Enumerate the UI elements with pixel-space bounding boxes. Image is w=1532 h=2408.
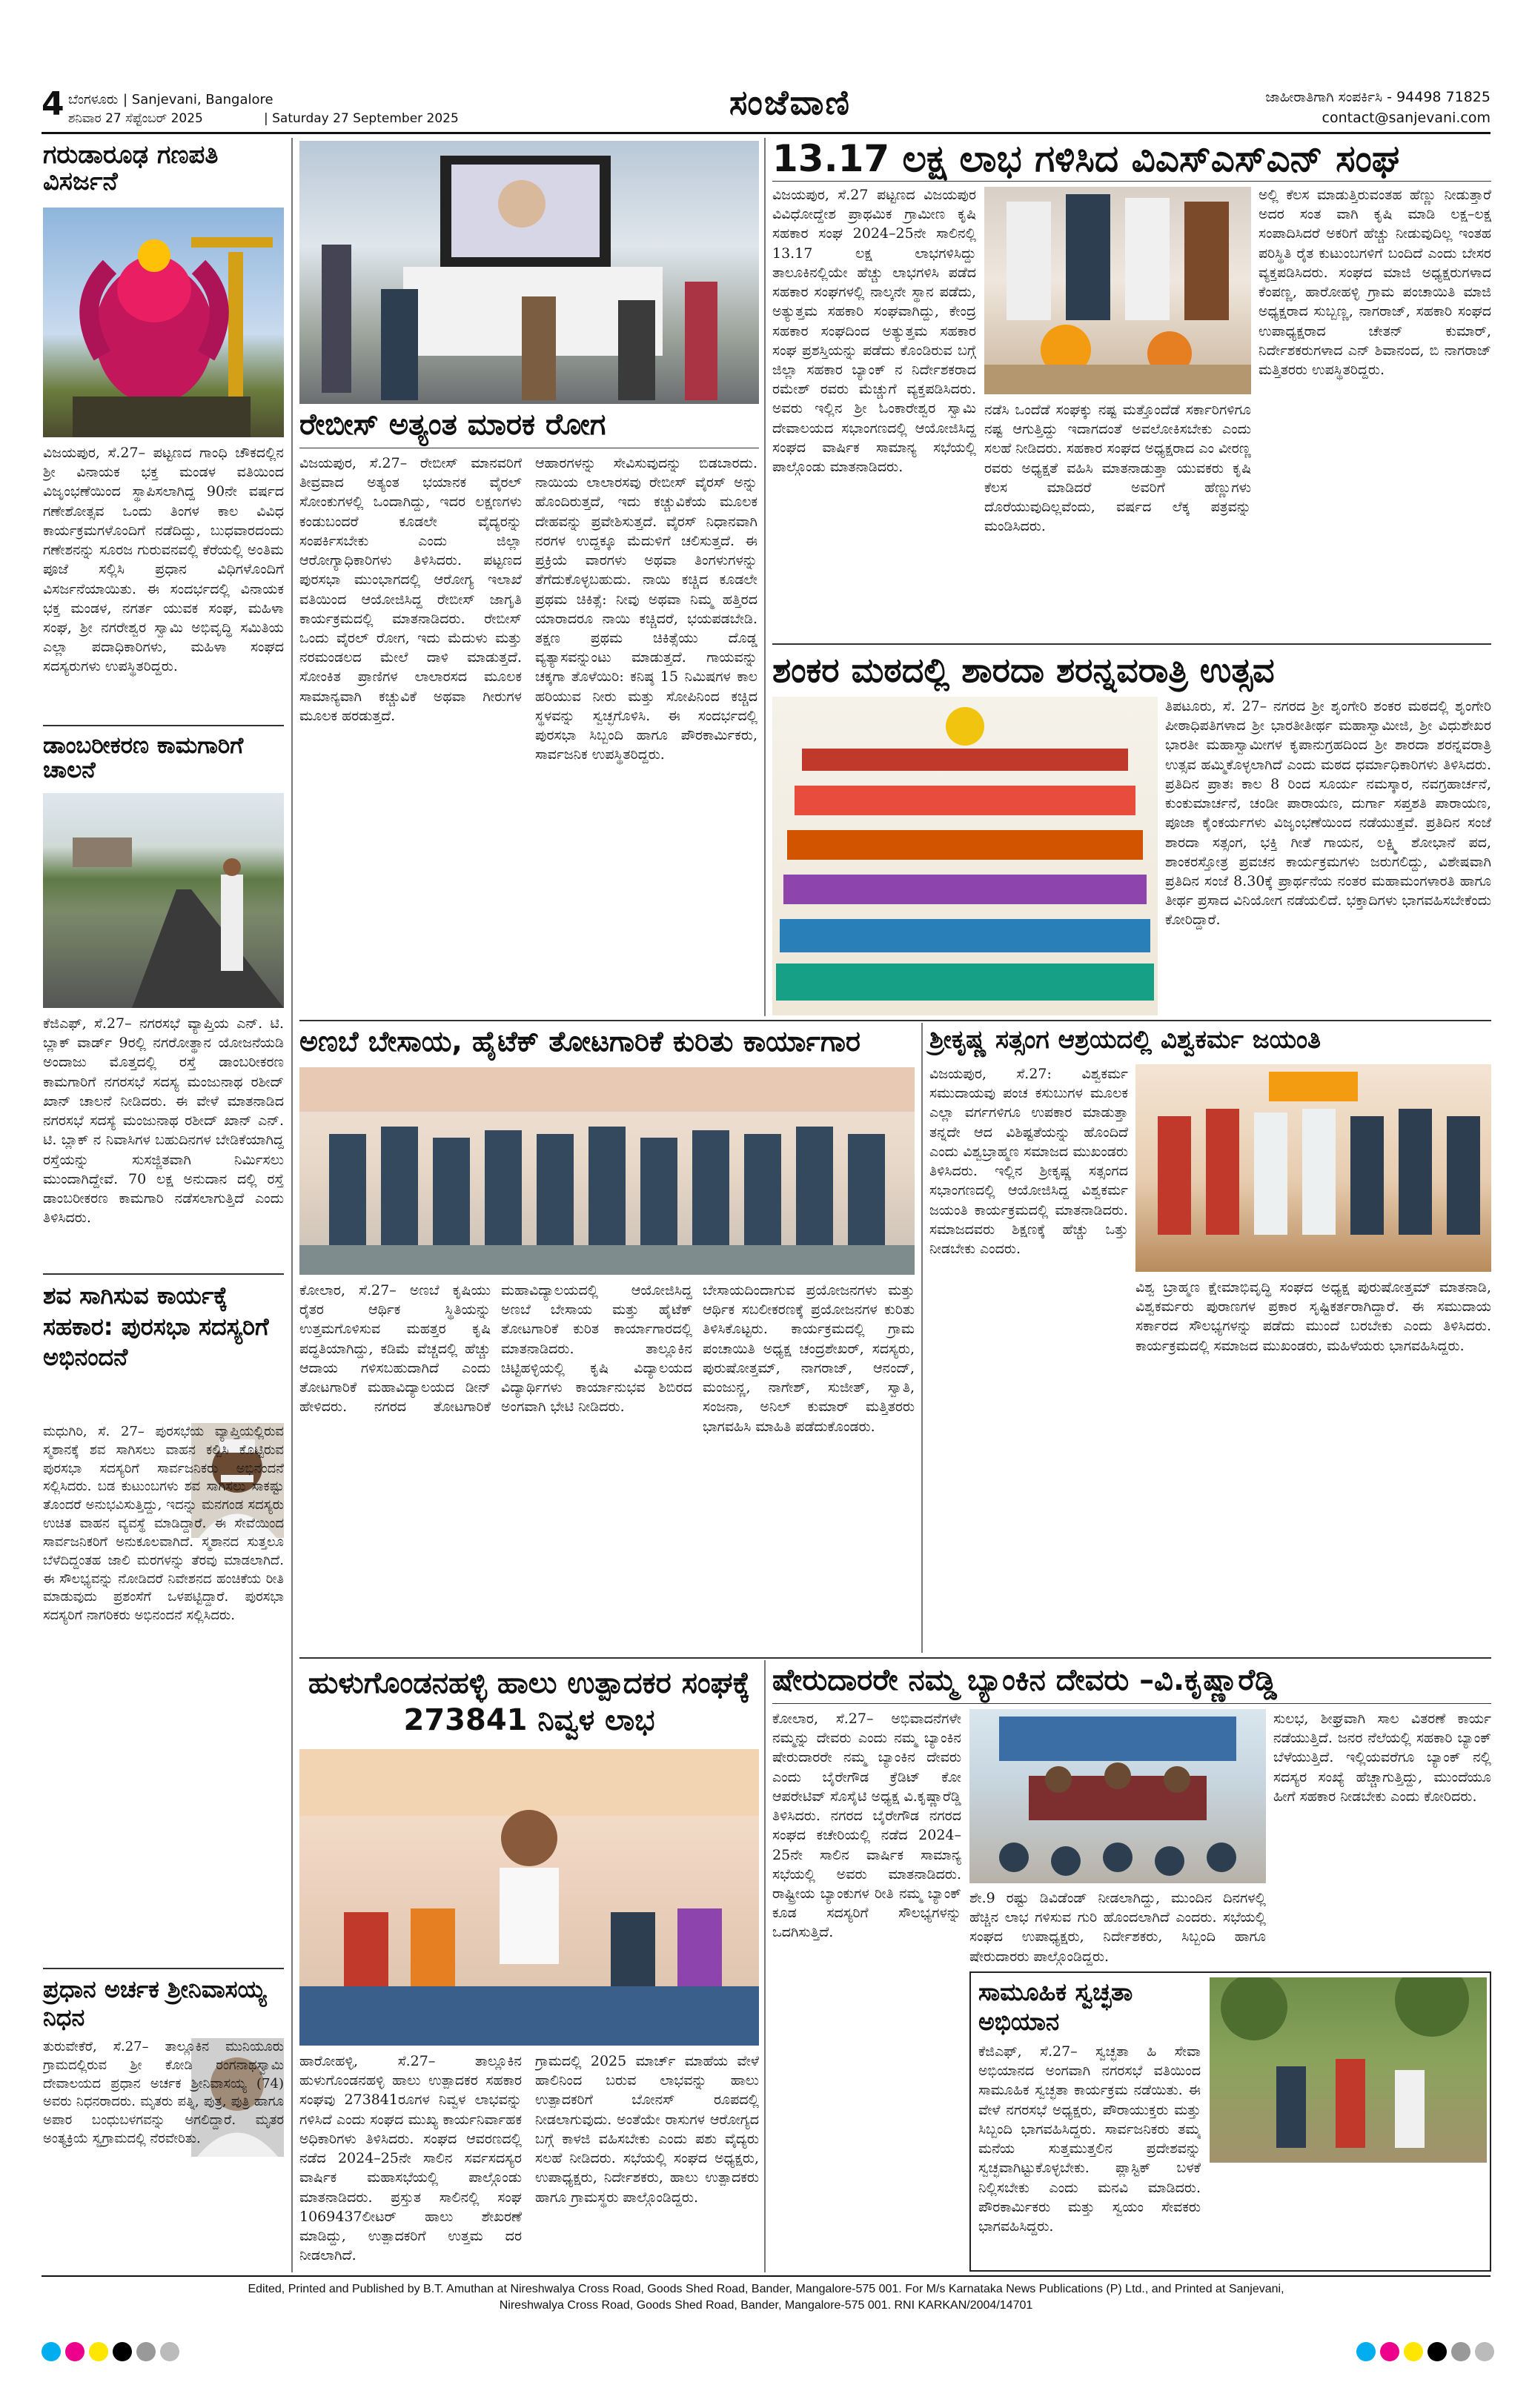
milk-meeting-graphic [299, 1749, 759, 2046]
headline-funeral: ಶವ ಸಾಗಿಸುವ ಕಾರ್ಯಕ್ಕೆ ಸಹಕಾರ: ಪುರಸಭಾ ಸದಸ್ಯರಿಗೆ ಅಭಿನಂದನೆ [43, 1281, 269, 1372]
vishwakarma-photo [1135, 1064, 1491, 1272]
ganapati-photo [43, 208, 284, 437]
ganapati-body: ವಿಜಯಪುರ, ಸೆ.27– ಪಟ್ಟಣದ ಗಾಂಧಿ ಚೌಕದಲ್ಲಿನ ಶ್ರೀ ವಿನಾಯಕ ಭಕ್ತ ಮಂಡಳ ವತಿಯಿಂದ ವಿಜೃಂಭಣೆಯಿಂದ ಸ್ಥಾಪಿಸಲಾಗಿದ್ದ 90ನೇ ವರ್ಷದ ಗಣೇಶೋತ್ಸವ ಒಂದು ತಿಂಗಳ ಕಾಲ ವಿವಿಧ ಕಾರ್ಯಕ್ರಮಗಳೊಂದಿಗೆ ನಡೆದಿದ್ದು, ಬುಧವಾರದಂದು ಗಣೇಶನನ್ನು ಸೂರಜ ಗುರುವನವಲ್ಲಿ ಕೆರೆಯಲ್ಲಿ ಅಂತಿಮ ಪೂಜೆ ಸಲ್ಲಿಸಿ ಪ್ರಧಾನ ವಿಧಿಗಳೊಂದಿಗೆ ವಿಸರ್ಜನೆಯಾಯಿತು. ಈ ಸಂದರ್ಭದಲ್ಲಿ ವಿನಾಯಕ ಭಕ್ತ ಮಂಡಳ, ನಗರ್ತ ಯುವಕ ಸಂಘ, ಮಹಿಳಾ ಸಂಘ, ಶ್ರೀ ನಗರೇಶ್ವರ ಸ್ವಾಮಿ ಅಭಿವೃದ್ಧಿ ಸಮಿತಿಯ ಎಲ್ಲಾ ಪದಾಧಿಕಾರಿಗಳು, ಮಹಿಳಾ ಸಂಘದ ಸದಸ್ಯರುಗಳು ಉಪಸ್ಥಿತರಿದ್ದರು. [43, 445, 284, 675]
bank-body-col1: ಕೋಲಾರ, ಸೆ.27– ಅಭಿವಾದನೆಗಳೇ ನಮ್ಮನ್ನು ದೇವರು ಎಂದು ನಮ್ಮ ಬ್ಯಾಂಕಿನ ಷೇರುದಾರರೇ ನಮ್ಮ ಬ್ಯಾಂಕಿನ ದೇವರು ಎಂದು ಬೈರೇಗೌಡ ಕ್ರೆಡಿಟ್ ಕೋ ಆಪರೇಟಿವ್ ಸೊಸೈಟಿ ಅಧ್ಯಕ್ಷ ವಿ.ಕೃಷ್ಣಾರೆಡ್ಡಿ ತಿಳಿಸಿದರು. ನಗರದ ಬೈರೇಗೌಡ ನಗರದ ಸಂಘದ ಕಚೇರಿಯಲ್ಲಿ ನಡೆದ 2024–25ನೇ ಸಾಲಿನ ವಾರ್ಷಿಕ ಸಾಮಾನ್ಯ ಸಭೆಯಲ್ಲಿ ಅವರು ಮಾತನಾಡಿದರು. ರಾಷ್ಟ್ರೀಯ ಬ್ಯಾಂಕುಗಳ ರೀತಿ ನಮ್ಮ ಬ್ಯಾಂಕ್ ಕೂಡ ಸದಸ್ಯರಿಗೆ ಸೌಲಭ್ಯಗಳನ್ನು ಒದಗಿಸುತ್ತಿದೆ. [772, 1711, 961, 1941]
swachhata-cleanup-graphic [1210, 1977, 1487, 2163]
milk-photo [299, 1749, 759, 2046]
color-registration-right [1356, 2342, 1499, 2364]
grey-dot-1 [1451, 2342, 1470, 2361]
ganapati-idol-graphic [43, 208, 284, 437]
bank-body-col3: ಸುಲಭ, ಶೀಘ್ರವಾಗಿ ಸಾಲ ವಿತರಣೆ ಕಾರ್ಯ ನಡೆಯುತ್ತಿದೆ. ಜನರ ನೆಲೆಯಲ್ಲಿ ಸಹಕಾರಿ ಬ್ಯಾಂಕ್ ಬೆಳೆಯುತ್ತಿದೆ. ಇಲ್ಲಿಯವರೆಗೂ ಬ್ಯಾಂಕ್ ನಲ್ಲಿ ಸದಸ್ಯರ ಸಂಖ್ಯೆ ಹೆಚ್ಚಾಗುತ್ತಿದ್ದು, ಮುಂದೆಯೂ ಹೀಗೆ ಸಹಕಾರ ನೀಡಬೇಕು ಎಂದು ಕೋರಿದರು. [1273, 1711, 1491, 1805]
date-kannada: ಶನಿವಾರ 27 ಸೆಪ್ಟೆಂಬರ್ 2025 [68, 111, 203, 126]
vssn-felicitation-graphic [984, 187, 1251, 394]
logo-text: ಸಂಜೆವಾಣಿ [729, 82, 851, 122]
milk-body-col2: ಗ್ರಾಮದಲ್ಲಿ 2025 ಮಾರ್ಚ್ ಮಾಹೆಯ ವೇಳೆ ಹಾಲಿನಿಂದ ಬರುವ ಲಾಭವನ್ನು ಹಾಲು ಉತ್ಪಾದಕರಿಗೆ ಬೋನಸ್ ರೂಪದಲ್ಲಿ ನೀಡಲಾಗುವುದು. ಅಂತೆಯೇ ರಾಸುಗಳ ಆರೋಗ್ಯದ ಬಗ್ಗೆ ಕಾಳಜಿ ವಹಿಸಬೇಕು ಎಂದು ಪಶು ವೈದ್ಯರು ಸಲಹೆ ನೀಡಿದರು. ಸಭೆಯಲ್ಲಿ ಸಂಘದ ಅಧ್ಯಕ್ಷರು, ಉಪಾಧ್ಯಕ್ಷರು, ನಿರ್ದೇಶಕರು, ಹಾಲು ಉತ್ಪಾದಕರು ಹಾಗೂ ಗ್ರಾಮಸ್ಥರು ಪಾಲ್ಗೊಂಡಿದ್ದರು. [535, 2053, 759, 2206]
swachhata-body: ಕೆಜಿಎಫ್, ಸೆ.27– ಸ್ವಚ್ಛತಾ ಹಿ ಸೇವಾ ಅಭಿಯಾನದ ಅಂಗವಾಗಿ ನಗರಸಭೆ ವತಿಯಿಂದ ಸಾಮೂಹಿಕ ಸ್ವಚ್ಛತಾ ಕಾರ್ಯಕ್ರಮ ನಡೆಯಿತು. ಈ ವೇಳೆ ನಗರಸಭೆ ಅಧ್ಯಕ್ಷರು, ಪೌರಾಯುಕ್ತರು ಮತ್ತು ಸಿಬ್ಬಂದಿ ಭಾಗವಹಿಸಿದ್ದರು. ಸಾರ್ವಜನಿಕರು ತಮ್ಮ ಮನೆಯ ಸುತ್ತಮುತ್ತಲಿನ ಪ್ರದೇಶವನ್ನು ಸ್ವಚ್ಛವಾಗಿಟ್ಟುಕೊಳ್ಳಬೇಕು. ಪ್ಲಾಸ್ಟಿಕ್ ಬಳಕೆ ನಿಲ್ಲಿಸಬೇಕು ಎಂದು ಮನವಿ ಮಾಡಿದರು. ಪೌರಕಾರ್ಮಿಕರು ಮತ್ತು ಸ್ವಯಂ ಸೇವಕರು ಭಾಗವಹಿಸಿದ್ದರು. [978, 2043, 1201, 2235]
cyan-dot [1356, 2342, 1376, 2361]
date-english: | Saturday 27 September 2025 [264, 111, 459, 126]
navaratri-doll-display-graphic [772, 697, 1158, 1015]
masthead-rule [42, 132, 1490, 134]
color-registration-left [42, 2342, 184, 2364]
rabies-body-col2: ಆಹಾರಗಳನ್ನು ಸೇವಿಸುವುದನ್ನು ಬಿಡಬಾರದು. ನಾಯಿಯ ಲಾಲಾರಸವು ರೇಬೀಸ್ ವೈರಸ್ ಅನ್ನು ಹೊಂದಿರುತ್ತದೆ, ಇದು ಕಚ್ಚುವಿಕೆಯ ಮೂಲಕ ದೇಹವನ್ನು ಪ್ರವೇಶಿಸುತ್ತದೆ. ವೈರಸ್ ನಿಧಾನವಾಗಿ ನರಗಳ ಉದ್ದಕ್ಕೂ ಮೆದುಳಿಗೆ ಚಲಿಸುತ್ತದೆ. ಈ ಪ್ರಕ್ರಿಯೆ ವಾರಗಳು ಅಥವಾ ತಿಂಗಳುಗಳನ್ನು ತೆಗೆದುಕೊಳ್ಳಬಹುದು. ನಾಯಿ ಕಚ್ಚಿದ ಕೂಡಲೇ ಪ್ರಥಮ ಚಿಕಿತ್ಸೆ: ನೀವು ಅಥವಾ ನಿಮ್ಮ ಹತ್ತಿರದ ಯಾರಾದರೂ ನಾಯಿ ಕಚ್ಚಿದರೆ, ಭಯಪಡಬೇಡಿ. ತಕ್ಷಣ ಪ್ರಥಮ ಚಿಕಿತ್ಸೆಯು ದೊಡ್ಡ ವ್ಯತ್ಯಾಸವನ್ನುಂಟು ಮಾಡುತ್ತದೆ. ಗಾಯವನ್ನು ಚಕ್ಕಗಾ ತೊಳೆಯಿರಿ: ಕನಿಷ್ಠ 15 ನಿಮಿಷಗಳ ಕಾಲ ಹರಿಯುವ ನೀರು ಮತ್ತು ಸೋಪಿನಿಂದ ಕಚ್ಚಿದ ಸ್ಥಳವನ್ನು ಸ್ವಚ್ಛಗೊಳಿಸಿ. ಈ ಸಂದರ್ಭದಲ್ಲಿ ಪುರಸಭಾ ಸಿಬ್ಬಂದಿ ಹಾಗೂ ಪೌರಕಾರ್ಮಿಕರು, ಸಾರ್ವಜನಿಕ ಉಪಸ್ಥಿತರಿದ್ದರು. [535, 455, 757, 763]
vssn-body-col2: ನಡೆಸಿ ಒಂದೆಡೆ ಸಂಘಕ್ಕು ನಷ್ಟ ಮತ್ತೊಂದೆಡೆ ಸರ್ಕಾರಿಗಳಿಗೂ ನಷ್ಟ ಆಗುತ್ತಿದ್ದು ಇದಾಗದಂತೆ ಅವಲೋಕಿಸಬೇಕು ಎಂದು ಸಲಹೆ ನೀಡಿದರು. ಸಹಕಾರ ಸಂಘದ ಅಧ್ಯಕ್ಷರಾದ ಎಂ ವೀರಣ್ಣ ರವರು ಅಧ್ಯಕ್ಷತೆ ವಹಿಸಿ ಮಾತನಾಡುತ್ತಾ ಯುವಕರು ಕೃಷಿ ಕೆಲಸ ಮಾಡಿದರೆ ಅವರಿಗೆ ಹೆಣ್ಣುಗಳು ದೊರೆಯುವುದಿಲ್ಲವೆಂದು, ವರ್ಷದ ಲೆಕ್ಕ ಪತ್ರವನ್ನು ಮಂಡಿಸಿದರು. [984, 402, 1251, 535]
headline-bank: ಷೇರುದಾರರೇ ನಮ್ಮ ಬ್ಯಾಂಕಿನ ದೇವರು –ವಿ.ಕೃಷ್ಣಾರೆಡ್ಡಿ [772, 1663, 1277, 1697]
headline-vssn: 13.17 ಲಕ್ಷ ಲಾಭ ಗಳಿಸಿದ ವಿಎಸ್ಎಸ್ಎನ್ ಸಂಘ [772, 137, 1400, 180]
vssn-photo [984, 187, 1251, 394]
horticulture-body-col1: ಕೋಲಾರ, ಸೆ.27– ಅಣಬೆ ಕೃಷಿಯು ರೈತರ ಆರ್ಥಿಕ ಸ್ಥಿತಿಯನ್ನು ಉತ್ತಮಗೊಳಿಸುವ ಮಹತ್ತರ ಕೃಷಿ ಪದ್ಧತಿಯಾಗಿದ್ದು, ಕಡಿಮೆ ವೆಚ್ಚದಲ್ಲಿ ಹೆಚ್ಚು ಆದಾಯ ಗಳಿಸಬಹುದಾಗಿದೆ ಎಂದು ತೋಟಗಾರಿಕೆ ಮಹಾವಿದ್ಯಾಲಯದ ಡೀನ್ ಹೇಳಿದರು. ನಗರದ ತೋಟಗಾರಿಕೆ ಮಹಾವಿದ್ಯಾಲಯದಲ್ಲಿ ಆಯೋಜಿಸಿದ್ದ ಅಣಬೆ ಬೇಸಾಯ ಮತ್ತು ಹೈಟೆಕ್ ತೋಟಗಾರಿಕೆ ಕುರಿತ ಕಾರ್ಯಾಗಾರದಲ್ಲಿ ಮಾತನಾಡಿದರು. ತಾಲ್ಲೂಕಿನ ಚಿಟ್ಟಿಹಳ್ಳಿಯಲ್ಲಿ ಕೃಷಿ ವಿದ್ಯಾಲಯದ ವಿದ್ಯಾರ್ಥಿಗಳು ಕಾರ್ಯಾನುಭವ ಶಿಬಿರದ ಅಂಗವಾಗಿ ಭೇಟಿ ನೀಡಿದರು. [299, 1282, 692, 1416]
headline-milk: ಹುಳುಗೊಂಡನಹಳ್ಳಿ ಹಾಲು ಉತ್ಪಾದಕರ ಸಂಘಕ್ಕೆ 273841 ನಿವ್ವಳ ಲಾಭ [308, 1666, 751, 1737]
headline-rabies: ರೇಬೀಸ್ ಅತ್ಯಂತ ಮಾರಕ ರೋಗ [299, 408, 606, 442]
black-dot [113, 2342, 132, 2361]
bank-photo [969, 1709, 1266, 1883]
funeral-body: ಮಧುಗಿರಿ, ಸೆ. 27– ಪುರಸಭೆಯ ವ್ಯಾಪ್ತಿಯಲ್ಲಿರುವ ಸ್ಮಶಾನಕ್ಕೆ ಶವ ಸಾಗಿಸಲು ವಾಹನ ಕಲ್ಪಿಸಿ ಕೊಟ್ಟಿರುವ ಪುರಸಭಾ ಸದಸ್ಯರಿಗೆ ಸಾರ್ವಜನಿಕರು ಅಭಿನಂದನೆ ಸಲ್ಲಿಸಿದರು. ಬಡ ಕುಟುಂಬಗಳು ಶವ ಸಾಗಿಸಲು ಸಾಕಷ್ಟು ತೊಂದರೆ ಅನುಭವಿಸುತ್ತಿದ್ದು, ಇದನ್ನು ಮನಗಂಡ ಸದಸ್ಯರು ಉಚಿತ ವಾಹನ ವ್ಯವಸ್ಥೆ ಮಾಡಿದ್ದಾರೆ. ಈ ಸೇವೆಯಿಂದ ಸಾರ್ವಜನಿಕರಿಗೆ ಅನುಕೂಲವಾಗಿದೆ. ಸ್ಮಶಾನದ ಸುತ್ತಲೂ ಬೆಳೆದಿದ್ದಂತಹ ಜಾಲಿ ಮರಗಳನ್ನು ತೆರವು ಮಾಡಲಾಗಿದೆ. ಈ ಸೌಲಭ್ಯವನ್ನು ನೋಡಿದರೆ ನಿವೇಶನದ ಹಂಚಿಕೆಯ ರೀತಿ ಮಾಡುವುದು ಪ್ರಶಂಸೆಗೆ ಒಳಪಟ್ಟಿದ್ದಾರೆ. ಪುರಸಭಾ ಸದಸ್ಯರಿಗೆ ನಾಗರಿಕರು ಅಭಿನಂದನೆ ಸಲ್ಲಿಸಿದರು. [43, 1424, 284, 1624]
vssn-body-col3: ಅಲ್ಲಿ ಕೆಲಸ ಮಾಡುತ್ತಿರುವಂತಹ ಹೆಣ್ಣು ನೀಡುತ್ತಾರೆ ಅದರ ಸಂತ ವಾಗಿ ಕೃಷಿ ಮಾಡಿ ಲಕ್ಷ–ಲಕ್ಷ ಸಂಪಾದಿಸಿದರೆ ಅಕರಿಗೆ ಹೆಚ್ಚು ನೀಡುವುದಿಲ್ಲ ಇಂತಹ ಪರಿಸ್ಥಿತಿ ರೈತ ಕುಟುಂಬಗಳಿಗೆ ಬಂದಿದೆ ಎಂದು ಬೇಸರ ವ್ಯಕ್ತಪಡಿಸಿದರು. ಸಂಘದ ಮಾಜಿ ಅಧ್ಯಕ್ಷರುಗಳಾದ ಕೆಂಪಣ್ಣ, ಹಾರೋಹಳ್ಳಿ ಗ್ರಾಮ ಪಂಚಾಯಿತಿ ಮಾಜಿ ಅಧ್ಯಕ್ಷರಾದ ಸುಬ್ಬಣ್ಣ, ನಾಗರಾಜ್, ಸಹಕಾರಿ ಸಂಘದ ಉಪಾಧ್ಯಕ್ಷರಾದ ಚೇತನ್ ಕುಮಾರ್, ನಿರ್ದೇಶಕರುಗಳಾದ ಎನ್ ಶಿವಾನಂದ, ಬಿ ನಾಗರಾಜ್ ಮತ್ತಿತರರು ಉಪಸ್ಥಿತರಿದ್ದರು. [1259, 187, 1491, 378]
headline-horticulture: ಅಣಬೆ ಬೇಸಾಯ, ಹೈಟೆಕ್ ತೋಟಗಾರಿಕೆ ಕುರಿತು ಕಾರ್ಯಾಗಾರ [299, 1025, 860, 1058]
vssn-body-col1: ವಿಜಯಪುರ, ಸೆ.27 ಪಟ್ಟಣದ ವಿಜಯಪುರ ವಿವಿಧೋದ್ದೇಶ ಪ್ರಾಥಮಿಕ ಗ್ರಾಮೀಣ ಕೃಷಿ ಸಹಕಾರ ಸಂಘ 2024–25ನೇ ಸಾಲಿನಲ್ಲಿ 13.17 ಲಕ್ಷ ಲಾಭಗಳಿಸಿದ್ದು ತಾಲೂಕಿನಲ್ಲಿಯೇ ಹೆಚ್ಚು ಲಾಭಗಳಿಸಿ ಪಡೆದ ಸಹಕಾರ ಸಂಘಗಳಲ್ಲಿ ನಾಲ್ಕನೇ ಸ್ಥಾನ ಪಡೆದು, ಅತ್ಯುತ್ತಮ ಸಹಕಾರಿ ಸಂಘವಾಗಿದ್ದು, ಕೇಂದ್ರ ಸಹಕಾರ ಸಂಘದಿಂದ ಅತ್ಯುತ್ತಮ ಸಹಕಾರ ಸಂಘ ಪ್ರಶಸ್ತಿಯನ್ನು ಪಡೆದು ಕೊಂಡಿರುವ ಬಗ್ಗೆ ಜಿಲ್ಲಾ ಸಹಕಾರ ಬ್ಯಾಂಕ್ ನ ನಿರ್ದೇಶಕರಾದ ರಮೇಶ್ ರವರು ಮೆಚ್ಚುಗೆ ವ್ಯಕ್ತಪಡಿಸಿದರು. ಅವರು ಇಲ್ಲಿನ ಶ್ರೀ ಓಂಕಾರೇಶ್ವರ ಸ್ವಾಮಿ ದೇವಾಲಯದ ಸಭಾಂಗಣದಲ್ಲಿ ಆಯೋಜಿಸಿದ್ದ ಸಂಘದ ವಾರ್ಷಿಕ ಸಾಮಾನ್ಯ ಸಭೆಯಲ್ಲಿ ಪಾಲ್ಗೊಂಡು ಮಾತನಾಡಿದರು. [772, 187, 976, 476]
email[interactable]: contact@sanjevani.com [1322, 110, 1490, 126]
masthead [42, 82, 1490, 133]
cyan-dot [42, 2342, 61, 2361]
horticulture-body-col2: ಬೇಸಾಯದಿಂದಾಗುವ ಪ್ರಯೋಜನಗಳು ಮತ್ತು ಆರ್ಥಿಕ ಸಬಲೀಕರಣಕ್ಕೆ ಪ್ರಯೋಜನಗಳ ಕುರಿತು ತಿಳಿಸಿಕೊಟ್ಟರು. ಕಾರ್ಯಕ್ರಮದಲ್ಲಿ ಗ್ರಾಮ ಪಂಚಾಯಿತಿ ಅಧ್ಯಕ್ಷ ಚಂದ್ರಶೇಖರ್, ಸದಸ್ಯರು, ಪುರುಷೋತ್ತಮ್, ನಾಗರಾಜ್, ಆನಂದ್, ಮಂಜುನ್ಣ, ನಾಗೇಶ್, ಸುಜೀತ್, ಸ್ವಾತಿ, ಸಂಜನಾ, ಅನಿಲ್ ಕುಮಾರ್ ಮತ್ತಿತರರು ಭಾಗವಹಿಸಿ ಮಾಹಿತಿ ಪಡೆದುಕೊಂಡರು. [703, 1282, 915, 1435]
road-body: ಕೆಜಿಎಫ್, ಸೆ.27– ನಗರಸಭೆ ವ್ಯಾಪ್ತಿಯ ಎನ್. ಟಿ. ಬ್ಲಾಕ್ ವಾರ್ಡ್ 9ರಲ್ಲಿ ನಗರೋತ್ಥಾನ ಯೋಜನೆಯಡಿ ಅಂದಾಜು ಮೊತ್ತದಲ್ಲಿ ರಸ್ತೆ ಡಾಂಬರೀಕರಣ ಕಾಮಗಾರಿಗೆ ನಗರಸಭೆ ಸದಸ್ಯ ಮಂಜುನಾಥ ರಶೀದ್ ಖಾನ್ ಚಾಲನೆ ನೀಡಿದರು. ಈ ವೇಳೆ ಮಾತನಾಡಿದ ನಗರಸಭೆ ಸದಸ್ಯೆ ಮಂಜುನಾಥ ರಶೀದ್ ಖಾನ್ ಎನ್. ಟಿ. ಬ್ಲಾಕ್ ನ ನಿವಾಸಿಗಳ ಬಹುದಿನಗಳ ಬೇಡಿಕೆಯಾಗಿದ್ದ ರಸ್ತೆಯನ್ನು ಸುಸಜ್ಜಿತವಾಗಿ ನಿರ್ಮಿಸಲು ಮುಂದಾಗಿದ್ದೇವೆ. 70 ಲಕ್ಷ ಅನುದಾನ ದಲ್ಲಿ ರಸ್ತೆ ಡಾಂಬರೀಕರಣ ಕಾಮಗಾರಿ ನಡೆಸಲಾಗುತ್ತಿದೆ ಎಂದು ತಿಳಿಸಿದರು. [43, 1015, 284, 1227]
rabies-awareness-van-graphic [299, 141, 759, 404]
city: ಬೆಂಗಳೂರು [68, 92, 119, 107]
rabies-body-col1: ವಿಜಯಪುರ, ಸೆ.27– ರೇಬೀಸ್ ಮಾನವರಿಗೆ ತೀವ್ರವಾದ ಅತ್ಯಂತ ಭಯಾನಕ ವೈರಲ್ ಸೋಂಕುಗಳಲ್ಲಿ ಒಂದಾಗಿದ್ದು, ಇದರ ಲಕ್ಷಣಗಳು ಕಂಡುಬಂದರೆ ಕೂಡಲೇ ವೈದ್ಯರನ್ನು ಸಂಪರ್ಕಿಸಬೇಕು ಎಂದು ಜಿಲ್ಲಾ ಆರೋಗ್ಯಾಧಿಕಾರಿಗಳು ತಿಳಿಸಿದರು. ಪಟ್ಟಣದ ಪುರಸಭಾ ಮುಂಭಾಗದಲ್ಲಿ ಆರೋಗ್ಯ ಇಲಾಖೆ ವತಿಯಿಂದ ಆಯೋಜಿಸಿದ್ದ ರೇಬೀಸ್ ಜಾಗೃತಿ ಕಾರ್ಯಕ್ರಮದಲ್ಲಿ ಮಾತನಾಡಿದರು. ರೇಬೀಸ್ ಒಂದು ವೈರಲ್ ರೋಗ, ಇದು ಮೆದುಳು ಮತ್ತು ನರಮಂಡಲದ ಮೇಲೆ ದಾಳಿ ಮಾಡುತ್ತದೆ. ಸೋಂಕಿತ ಪ್ರಾಣಿಗಳ ಲಾಲಾರಸದ ಮೂಲಕ ಸಾಮಾನ್ಯವಾಗಿ ಕಚ್ಚುವಿಕೆ ಅಥವಾ ಗೀರುಗಳ ಮೂಲಕ ಹರಡುತ್ತದೆ. [299, 455, 522, 724]
headline-vishwakarma: ಶ್ರೀಕೃಷ್ಣ ಸತ್ಸಂಗ ಆಶ್ರಯದಲ್ಲಿ ವಿಶ್ವಕರ್ಮ ಜಯಂತಿ [929, 1025, 1322, 1055]
horticulture-group-graphic [299, 1067, 915, 1275]
newspaper-logo [664, 84, 916, 129]
horticulture-photo [299, 1067, 915, 1275]
yellow-dot [89, 2342, 108, 2361]
magenta-dot [65, 2342, 84, 2361]
grey-dot-1 [136, 2342, 156, 2361]
page-number: 4 [42, 85, 64, 123]
navaratri-body: ತಿಪಟೂರು, ಸೆ. 27– ನಗರದ ಶ್ರೀ ಶೃಂಗೇರಿ ಶಂಕರ ಮಠದಲ್ಲಿ ಶೃಂಗೇರಿ ಪೀಠಾಧಿಪತಿಗಳಾದ ಶ್ರೀ ಭಾರತೀತೀರ್ಥ ಮಹಾಸ್ವಾಮೀಜಿ, ಶ್ರೀ ವಿಧುಶೇಖರ ಭಾರತೀ ಮಹಾಸ್ವಾಮೀಗಳ ಕೃಪಾನುಗ್ರಹದಿಂದ ಶ್ರೀ ಶಾರದಾ ಶರನ್ನವರಾತ್ರಿ ಉತ್ಸವ ಹಮ್ಮಿಕೊಳ್ಳಲಾಗಿದೆ ಎಂದು ಮಠದ ಧರ್ಮಾಧಿಕಾರಿಗಳು ತಿಳಿಸಿದರು. ಪ್ರತಿದಿನ ಪ್ರಾತಃ ಕಾಲ 8 ರಿಂದ ಸೂರ್ಯ ನಮಸ್ಕಾರ, ನವಗ್ರಹಾರ್ಚನೆ, ಕುಂಕುಮಾರ್ಚನೆ, ಚಂಡೀ ಪಾರಾಯಣ, ದುರ್ಗಾ ಸಪ್ತಶತಿ ಪಾರಾಯಣ, ಪೂಜಾ ಕೈಂಕರ್ಯಗಳು ವಿಜೃಂಭಣೆಯಿಂದ ನಡೆಯುತ್ತವೆ. ಪ್ರತಿದಿನ ಸಂಜೆ ಶಾರದಾ ಸತ್ಸಂಗ, ಭಕ್ತಿ ಗೀತೆ ಗಾಯನ, ಲಕ್ಷ್ಮಿ ಶೋಭಾನೆ ಪದ, ಶಾಂಕರಸ್ತೋತ್ರ ಪ್ರವಚನ ಕಾರ್ಯಕ್ರಮಗಳು ಜರುಗಲಿದ್ದು, ವಿಶೇಷವಾಗಿ ಪ್ರತಿದಿನ ಸಂಜೆ 8.30ಕ್ಕೆ ಪ್ರಾರ್ಥನೆಯ ನಂತರ ಮಹಾಮಂಗಳಾರತಿ ಹಾಗೂ ತೀರ್ಥ ಪ್ರಸಾದ ವಿನಿಯೋಗ ನಡೆಯಲಿದೆ. ಭಕ್ತಾದಿಗಳು ಭಾಗವಹಿಸಬೇಕೆಂದು ಕೋರಿದ್ದಾರೆ. [1165, 698, 1491, 929]
magenta-dot [1380, 2342, 1399, 2361]
imprint-line-2: Nireshwalya Cross Road, Goods Shed Road, Bander, Mangalore-575 001. RNI KARKAN/2004/14701 [499, 2299, 1033, 2312]
headline-obituary: ಪ್ರಧಾನ ಅರ್ಚಕ ಶ್ರೀನಿವಾಸಯ್ಯ ನಿಧನ [43, 1975, 267, 2032]
swachhata-photo [1210, 1977, 1487, 2163]
headline-navaratri: ಶಂಕರ ಮಠದಲ್ಲಿ ಶಾರದಾ ಶರನ್ನವರಾತ್ರಿ ಉತ್ಸವ [772, 650, 1275, 690]
headline-road: ಡಾಂಬರೀಕರಣ ಕಾಮಗಾರಿಗೆ ಚಾಲನೆ [43, 732, 244, 783]
ad-contact: ಜಾಹೀರಾತಿಗಾಗಿ ಸಂಪರ್ಕಿಸಿ - 94498 71825 [1265, 89, 1490, 105]
headline-ganapati: ಗರುಡಾರೂಢ ಗಣಪತಿ ವಿಸರ್ಜನೆ [43, 140, 219, 196]
bank-body-col2: ಶೇ.9 ರಷ್ಟು ಡಿವಿಡೆಂಡ್ ನೀಡಲಾಗಿದ್ದು, ಮುಂದಿನ ದಿನಗಳಲ್ಲಿ ಹೆಚ್ಚಿನ ಲಾಭ ಗಳಿಸುವ ಗುರಿ ಹೊಂದಲಾಗಿದೆ ಎಂದರು. ಸಭೆಯಲ್ಲಿ ಸಂಘದ ಉಪಾಧ್ಯಕ್ಷರು, ನಿರ್ದೇಶಕರು, ಸಿಬ್ಬಂದಿ ಹಾಗೂ ಷೇರುದಾರರು ಪಾಲ್ಗೊಂಡಿದ್ದರು. [969, 1890, 1266, 1965]
imprint-line-1: Edited, Printed and Published by B.T. Amuthan at Nireshwalya Cross Road, Goods Shed Road, Bander, Mangalore-575 001. For M/s Karnataka News Publications (P) Ltd., and Printed at Sanjevani, [248, 2283, 1284, 2295]
vishwakarma-body-col2: ವಿಶ್ವ ಬ್ರಾಹ್ಮಣ ಕ್ಷೇಮಾಭಿವೃದ್ಧಿ ಸಂಘದ ಅಧ್ಯಕ್ಷ ಪುರುಷೋತ್ತಮ್ ಮಾತನಾಡಿ, ವಿಶ್ವಕರ್ಮರು ಪುರಾಣಗಳ ಪ್ರಕಾರ ಸೃಷ್ಟಿಕರ್ತರಾಗಿದ್ದಾರೆ. ಈ ಸಮುದಾಯ ಸರ್ಕಾರದ ಸೌಲಭ್ಯಗಳನ್ನು ಪಡೆದು ಮುಂದೆ ಬರಬೇಕು ಎಂದು ತಿಳಿಸಿದರು. ಕಾರ್ಯಕ್ರಮದಲ್ಲಿ ಸಮಾಜದ ಮುಖಂಡರು, ಮಹಿಳೆಯರು ಭಾಗವಹಿಸಿದ್ದರು. [1135, 1279, 1491, 1354]
navaratri-photo [772, 697, 1158, 1015]
headline-swachhata: ಸಾಮೂಹಿಕ ಸ್ವಚ್ಛತಾ ಅಭಿಯಾನ [978, 1977, 1133, 2036]
bank-meeting-graphic [969, 1709, 1266, 1883]
milk-body-col1: ಹಾರೋಹಳ್ಳಿ, ಸೆ.27– ತಾಲ್ಲೂಕಿನ ಹುಳುಗೊಂಡನಹಳ್ಳಿ ಹಾಲು ಉತ್ಪಾದಕರ ಸಹಕಾರ ಸಂಘವು 273841ರೂಗಳ ನಿವ್ವಳ ಲಾಭವನ್ನು ಗಳಿಸಿದೆ ಎಂದು ಸಂಘದ ಮುಖ್ಯ ಕಾರ್ಯನಿರ್ವಾಹಕ ಅಧಿಕಾರಿಗಳು ತಿಳಿಸಿದರು. ಸಂಘದ ಆವರಣದಲ್ಲಿ ನಡೆದ 2024–25ನೇ ಸಾಲಿನ ಸರ್ವಸದಸ್ಯರ ವಾರ್ಷಿಕ ಮಹಾಸಭೆಯಲ್ಲಿ ಪಾಲ್ಗೊಂಡು ಮಾತನಾಡಿದರು. ಪ್ರಸ್ತುತ ಸಾಲಿನಲ್ಲಿ ಸಂಘ 1069437ಲೀಟರ್ ಹಾಲು ಶೇಖರಣೆ ಮಾಡಿದ್ದು, ಉತ್ಪಾದಕರಿಗೆ ಉತ್ತಮ ದರ ನೀಡಲಾಗಿದೆ. [299, 2053, 522, 2264]
yellow-dot [1404, 2342, 1423, 2361]
grey-dot-2 [160, 2342, 179, 2361]
edition: | Sanjevani, Bangalore [123, 92, 273, 107]
black-dot [1427, 2342, 1447, 2361]
rabies-photo [299, 141, 759, 404]
road-graphic [43, 793, 284, 1008]
road-photo [43, 793, 284, 1008]
obituary-body: ತುರುವೇಕೆರೆ, ಸೆ.27– ತಾಲ್ಲೂಕಿನ ಮುನಿಯೂರು ಗ್ರಾಮದಲ್ಲಿರುವ ಶ್ರೀ ಕೋಡಿ ರಂಗನಾಥಸ್ವಾಮಿ ದೇವಾಲಯದ ಪ್ರಧಾನ ಅರ್ಚಕ ಶ್ರೀನಿವಾಸಯ್ಯ (74) ಅವರು ನಿಧನರಾದರು. ಮೃತರು ಪತ್ನಿ, ಪುತ್ರ, ಪುತ್ರಿ ಹಾಗೂ ಅಪಾರ ಬಂಧುಬಳಗವನ್ನು ಅಗಲಿದ್ದಾರೆ. ಮೃತರ ಅಂತ್ಯಕ್ರಿಯೆ ಸ್ವಗ್ರಾಮದಲ್ಲಿ ನೆರವೇರಿತು. [43, 2039, 284, 2147]
vishwakarma-body-col1: ವಿಜಯಪುರ, ಸೆ.27: ವಿಶ್ವಕರ್ಮ ಸಮುದಾಯವು ಪಂಚ ಕಸುಬುಗಳ ಮೂಲಕ ಎಲ್ಲಾ ವರ್ಗಗಳಿಗೂ ಉಪಕಾರ ಮಾಡುತ್ತಾ ತನ್ನದೇ ಆದ ವಿಶಿಷ್ಟತೆಯನ್ನು ಹೊಂದಿದೆ ಎಂದು ವಿಶ್ವಬ್ರಾಹ್ಮಣ ಸಮಾಜದ ಮುಖಂಡರು ತಿಳಿಸಿದರು. ಇಲ್ಲಿನ ಶ್ರೀಕೃಷ್ಣ ಸತ್ಸಂಗದ ಸಭಾಂಗಣದಲ್ಲಿ ಆಯೋಜಿಸಿದ್ದ ವಿಶ್ವಕರ್ಮ ಜಯಂತಿ ಕಾರ್ಯಕ್ರಮದಲ್ಲಿ ಮಾತನಾಡಿದರು. ಸಮಾಜದವರು ಶಿಕ್ಷಣಕ್ಕೆ ಹೆಚ್ಚು ಒತ್ತು ನೀಡಬೇಕು ಎಂದರು. [929, 1066, 1128, 1257]
vishwakarma-felicitation-graphic [1135, 1064, 1491, 1272]
grey-dot-2 [1475, 2342, 1494, 2361]
